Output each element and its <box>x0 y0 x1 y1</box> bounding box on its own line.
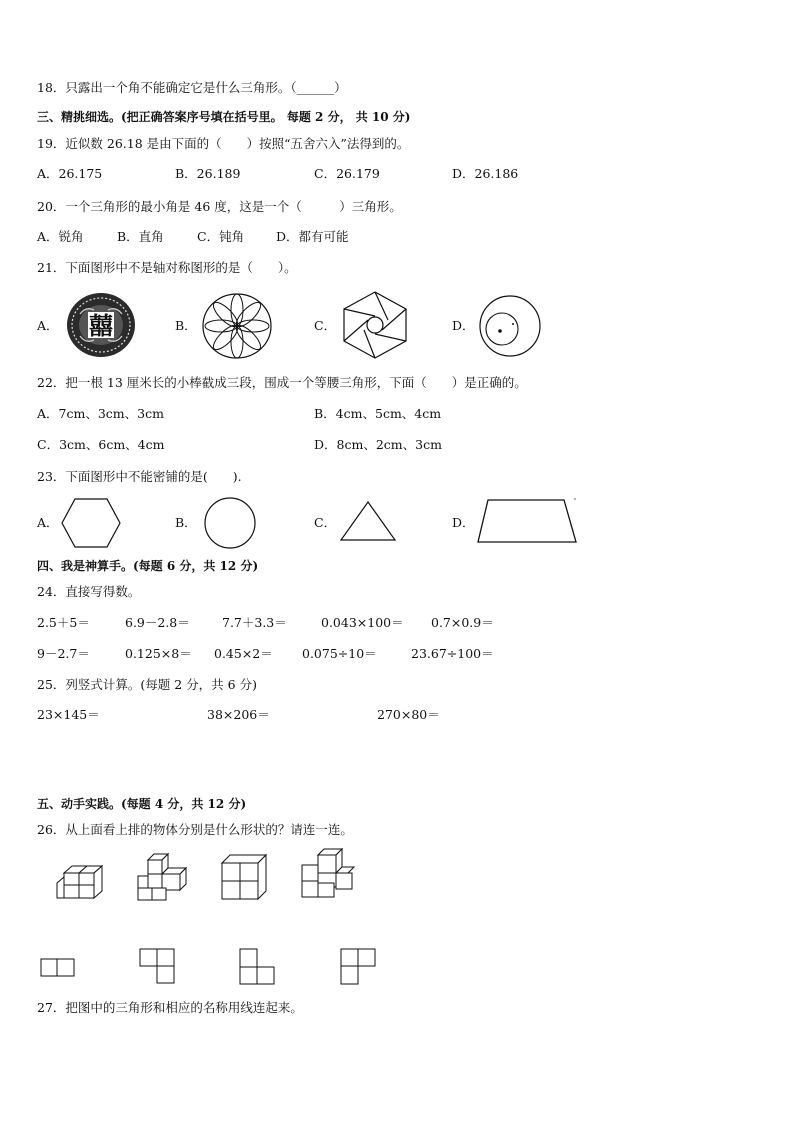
cube-object-4[interactable] <box>300 847 356 899</box>
q23-option-d[interactable]: D． <box>452 515 475 530</box>
q21-option-a[interactable]: A． <box>37 318 59 333</box>
calc-item: 0.45×2＝ <box>214 646 273 661</box>
calc-item: 0.7×0.9＝ <box>431 615 494 630</box>
top-view-2[interactable] <box>139 948 177 984</box>
q23-option-b[interactable]: B． <box>175 515 197 530</box>
question-25: 25．列竖式计算。(每题 2 分，共 6 分) <box>37 677 257 692</box>
flower-circle-figure <box>201 292 273 360</box>
calc-item: 0.075÷10＝ <box>302 646 377 661</box>
question-22: 22．把一根 13 厘米长的小棒截成三段，围成一个等腰三角形，下面（ ）是正确的。 <box>37 375 527 390</box>
section-4-heading: 四、我是神算手。(每题 6 分，共 12 分) <box>37 559 259 573</box>
section-3-heading: 三、精挑细选。(把正确答案序号填在括号里。 每题 2 分， 共 10 分) <box>37 110 411 124</box>
two-circles-figure <box>478 295 542 357</box>
question-27: 27．把图中的三角形和相应的名称用线连起来。 <box>37 1000 303 1015</box>
q19-option-c[interactable]: C．26.179 <box>314 166 380 181</box>
question-19: 19．近似数 26.18 是由下面的（ ）按照“五舍六入”法得到的。 <box>37 136 410 151</box>
q21-option-d[interactable]: D． <box>452 318 475 333</box>
cube-object-2[interactable] <box>136 852 188 902</box>
top-view-4[interactable] <box>340 948 378 986</box>
question-21: 21．下面图形中不是轴对称图形的是（ ）。 <box>37 260 297 275</box>
calc-item: 23.67÷100＝ <box>411 646 494 661</box>
question-23: 23．下面图形中不能密铺的是( ). <box>37 469 242 484</box>
q22-option-b[interactable]: B．4cm、5cm、4cm <box>314 406 442 421</box>
seal-figure <box>66 292 136 358</box>
seal-character: 囍 <box>89 312 113 340</box>
calc-item: 6.9－2.8＝ <box>125 615 190 630</box>
cube-object-1[interactable] <box>56 863 104 901</box>
q20-option-d[interactable]: D．都有可能 <box>276 229 349 244</box>
q20-option-a[interactable]: A．锐角 <box>37 229 84 244</box>
calc-item: 9－2.7＝ <box>37 646 90 661</box>
top-view-3[interactable] <box>239 948 277 986</box>
q19-option-d[interactable]: D．26.186 <box>452 166 519 181</box>
cube-object-3[interactable] <box>220 853 268 901</box>
q19-option-b[interactable]: B．26.189 <box>175 166 241 181</box>
q20-option-b[interactable]: B．直角 <box>117 229 164 244</box>
q23-option-c[interactable]: C． <box>314 515 337 530</box>
vertical-calc-item: 38×206＝ <box>207 707 270 722</box>
q21-option-b[interactable]: B． <box>175 318 197 333</box>
q21-option-c[interactable]: C． <box>314 318 337 333</box>
triangle-figure <box>339 500 397 542</box>
q22-option-d[interactable]: D．8cm、2cm、3cm <box>314 437 442 452</box>
calc-item: 0.043×100＝ <box>321 615 404 630</box>
circle-figure <box>203 496 257 550</box>
calc-item: 7.7＋3.3＝ <box>222 615 287 630</box>
trapezoid-figure <box>474 496 580 546</box>
vertical-calc-item: 270×80＝ <box>377 707 440 722</box>
q23-option-a[interactable]: A． <box>37 515 59 530</box>
question-26: 26．从上面看上排的物体分别是什么形状的？请连一连。 <box>37 822 353 837</box>
q22-option-a[interactable]: A．7cm、3cm、3cm <box>37 406 164 421</box>
pinwheel-hexagon-figure <box>338 290 412 360</box>
calc-item: 2.5＋5＝ <box>37 615 90 630</box>
top-view-1[interactable] <box>40 958 76 978</box>
q20-option-c[interactable]: C．钝角 <box>197 229 245 244</box>
question-24: 24．直接写得数。 <box>37 584 141 599</box>
q22-option-c[interactable]: C．3cm、6cm、4cm <box>37 437 165 452</box>
calc-item: 0.125×8＝ <box>125 646 192 661</box>
question-18: 18．只露出一个角不能确定它是什么三角形。（______） <box>37 80 347 95</box>
section-5-heading: 五、动手实践。(每题 4 分，共 12 分) <box>37 797 247 811</box>
vertical-calc-item: 23×145＝ <box>37 707 100 722</box>
hexagon-figure <box>60 498 122 548</box>
question-20: 20．一个三角形的最小角是 46 度，这是一个（ ）三角形。 <box>37 199 402 214</box>
q19-option-a[interactable]: A．26.175 <box>37 166 103 181</box>
